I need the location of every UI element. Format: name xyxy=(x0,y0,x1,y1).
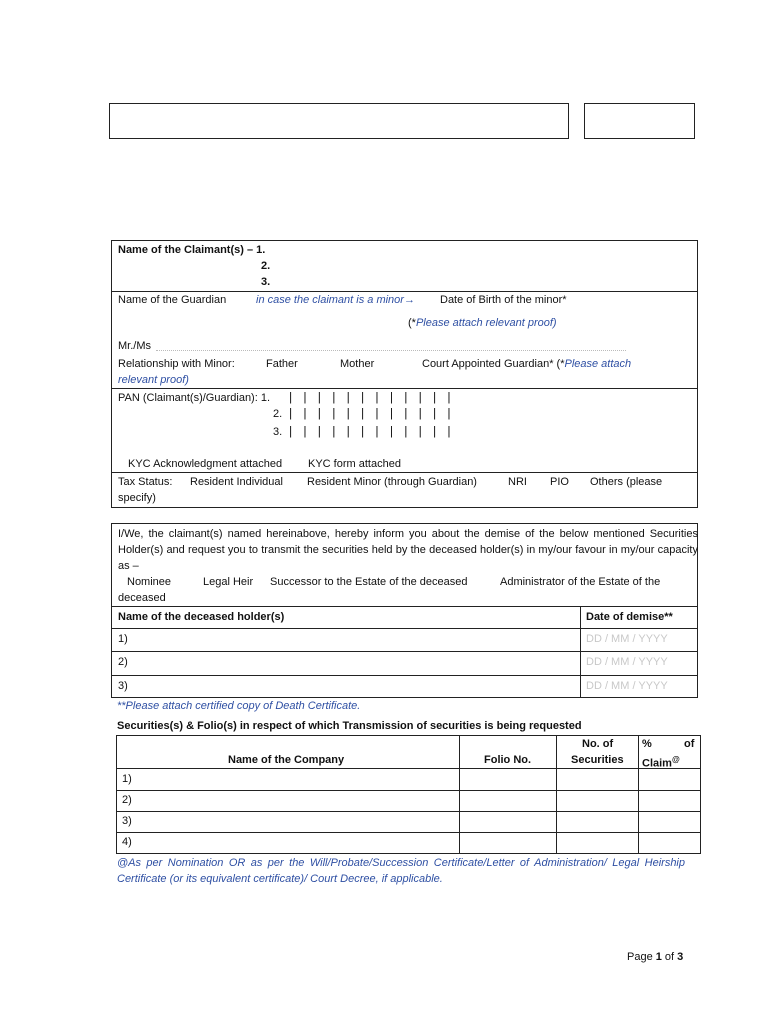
minor-dob-label: Date of Birth of the minor* xyxy=(440,294,567,306)
kyc-form-option[interactable]: KYC form attached xyxy=(308,458,401,470)
tax-option-nri[interactable]: NRI xyxy=(508,476,527,488)
tax-option-resident-individual[interactable]: Resident Individual xyxy=(190,476,283,488)
demise-date-field-2[interactable]: DD / MM / YYYY xyxy=(586,656,668,668)
tax-status-label: Tax Status: xyxy=(118,476,173,488)
deceased-name-header: Name of the deceased holder(s) xyxy=(118,611,285,623)
pan-boxes-1[interactable]: | | | | | | | | | | | | xyxy=(287,391,453,405)
tax-option-specify: specify) xyxy=(118,492,156,504)
no-of-securities-header-2: Securities xyxy=(571,754,624,766)
folio-header: Folio No. xyxy=(484,754,532,766)
page-number: Page 1 of 3 xyxy=(627,951,684,963)
capacity-successor[interactable]: Successor to the Estate of the deceased xyxy=(270,576,468,588)
guardian-name-line[interactable] xyxy=(156,350,626,351)
no-of-securities-header-1: No. of xyxy=(582,738,614,750)
pan-label: PAN (Claimant(s)/Guardian): 1. xyxy=(118,392,271,404)
death-certificate-note: **Please attach certified copy of Death Certificate. xyxy=(117,700,361,712)
nomination-note: @As per Nomination OR as per the Will/Probate/Succession Certificate/Letter of Administration/ Legal Heirship Certificate (or its equivalent certificate)/ Court Decree, if applicable. xyxy=(117,857,685,885)
capacity-legal-heir[interactable]: Legal Heir xyxy=(203,576,254,588)
securities-row-4: 4) xyxy=(122,836,132,848)
tax-option-resident-minor[interactable]: Resident Minor (through Guardian) xyxy=(307,476,477,488)
claim-pct-header-of: of xyxy=(684,738,695,750)
securities-row-1: 1) xyxy=(122,773,132,785)
securities-row-3: 3) xyxy=(122,815,132,827)
proof-note: (*Please attach relevant proof) xyxy=(408,317,557,329)
relationship-court-guardian[interactable]: Court Appointed Guardian* (*Please attach xyxy=(422,358,632,370)
claimant-label: Name of the Claimant(s) – 1. xyxy=(118,244,266,256)
capacity-deceased-text: deceased xyxy=(118,592,166,604)
pan-number-2: 2. xyxy=(273,408,283,420)
kyc-ack-option[interactable]: KYC Acknowledgment attached xyxy=(128,458,283,470)
claimant-number-3: 3. xyxy=(261,276,271,288)
pan-boxes-2[interactable]: | | | | | | | | | | | | xyxy=(287,407,453,421)
guardian-label: Name of the Guardian xyxy=(118,294,227,306)
relationship-proof-note: relevant proof) xyxy=(118,374,189,386)
capacity-administrator[interactable]: Administrator of the Estate of the xyxy=(500,576,661,588)
date-of-demise-header: Date of demise** xyxy=(586,611,673,623)
relationship-father[interactable]: Father xyxy=(266,358,298,370)
demise-date-field-1[interactable]: DD / MM / YYYY xyxy=(586,633,668,645)
securities-row-2: 2) xyxy=(122,794,132,806)
guardian-hint: in case the claimant is a minor→ xyxy=(256,294,415,306)
deceased-row-1: 1) xyxy=(118,633,128,645)
company-name-header: Name of the Company xyxy=(228,754,345,766)
claimant-number-2: 2. xyxy=(261,260,271,272)
capacity-nominee[interactable]: Nominee xyxy=(127,576,172,588)
pan-boxes-3[interactable]: | | | | | | | | | | | | xyxy=(287,425,453,439)
mr-ms-label: Mr./Ms xyxy=(118,340,151,352)
relationship-mother[interactable]: Mother xyxy=(340,358,375,370)
deceased-row-3: 3) xyxy=(118,680,128,692)
claim-pct-header-1: % xyxy=(642,738,652,750)
header-title-box[interactable] xyxy=(109,103,569,139)
pan-number-3: 3. xyxy=(273,426,283,438)
tax-option-pio[interactable]: PIO xyxy=(550,476,569,488)
tax-option-others[interactable]: Others (please xyxy=(590,476,663,488)
securities-title: Securities(s) & Folio(s) in respect of which Transmission of securities is being requested xyxy=(117,720,582,732)
relationship-label: Relationship with Minor: xyxy=(118,358,235,370)
deceased-row-2: 2) xyxy=(118,656,128,668)
declaration-text: I/We, the claimant(s) named hereinabove, hereby inform you about the demise of the below mentioned Securities Holder(s) and request you to transmit the securities held by the deceased holder(s) in my/our favour in my/our capacity as – xyxy=(118,528,698,572)
demise-date-field-3[interactable]: DD / MM / YYYY xyxy=(586,680,668,692)
header-code-box[interactable] xyxy=(584,103,695,139)
claim-pct-header-2: Claim@ xyxy=(642,755,680,770)
